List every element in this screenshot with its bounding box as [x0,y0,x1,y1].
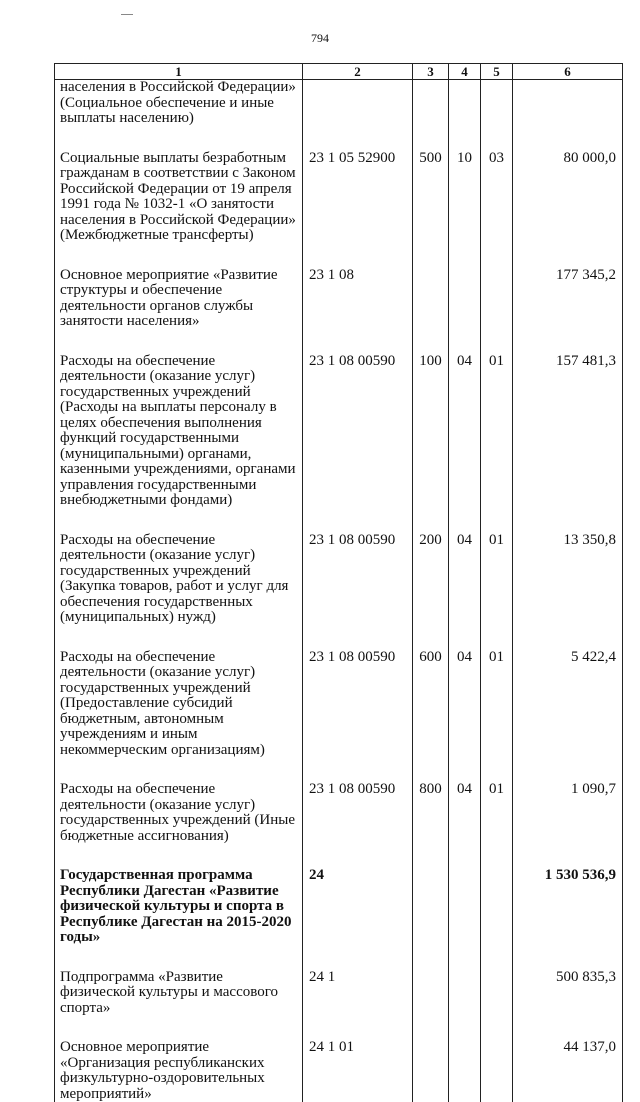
cell-amount: 44 137,0 [513,1040,623,1102]
cell-c3 [413,80,449,127]
cell-c5: 01 [481,782,513,844]
cell-amount: 5 422,4 [513,650,623,759]
spacer-cell [413,127,449,151]
table-row [55,1040,623,1102]
table-row [55,151,623,244]
cell-c5 [481,1040,513,1102]
spacer-cell [449,946,481,970]
spacer-cell [55,1016,303,1040]
cell-code: 23 1 08 00590 [303,354,413,509]
spacer-cell [513,244,623,268]
row-spacer [55,946,623,970]
header-cell: 6 [513,64,623,80]
cell-desc: Подпрограмма «Развитие физической культуры и массового спорта» [55,970,303,1017]
cell-c4: 04 [449,533,481,626]
spacer-cell [513,509,623,533]
spacer-cell [513,758,623,782]
row-spacer [55,244,623,268]
spacer-cell [513,946,623,970]
table-row [55,782,623,844]
cell-amount: 1 090,7 [513,782,623,844]
cell-amount [513,80,623,127]
header-row [55,64,623,80]
spacer-cell [413,946,449,970]
spacer-cell [449,244,481,268]
cell-amount: 157 481,3 [513,354,623,509]
cell-c4: 04 [449,782,481,844]
spacer-cell [303,127,413,151]
cell-amount: 177 345,2 [513,268,623,330]
cell-c3: 100 [413,354,449,509]
spacer-cell [413,1016,449,1040]
row-spacer [55,330,623,354]
spacer-cell [481,946,513,970]
cell-c3: 600 [413,650,449,759]
cell-desc: Государственная программа Республики Дагестан «Развитие физической культуры и спорта в Республике Дагестан на 2015-2020 годы» [55,868,303,946]
cell-c3: 800 [413,782,449,844]
cell-desc: Социальные выплаты безработным гражданам в соответствии с Законом Российской Федерации от 19 апреля 1991 года № 1032-1 «О занятости населения в Российской Федерации» (Межбюджетные трансферты) [55,151,303,244]
spacer-cell [481,844,513,868]
scan-mark [121,14,133,15]
cell-code: 23 1 08 00590 [303,533,413,626]
spacer-cell [55,844,303,868]
spacer-cell [449,844,481,868]
cell-c4 [449,1040,481,1102]
spacer-cell [481,330,513,354]
spacer-cell [413,758,449,782]
spacer-cell [55,330,303,354]
table-row [55,354,623,509]
cell-c4 [449,268,481,330]
row-spacer [55,844,623,868]
spacer-cell [449,626,481,650]
row-spacer [55,1016,623,1040]
cell-c5 [481,268,513,330]
header-cell: 3 [413,64,449,80]
cell-c4: 10 [449,151,481,244]
table-row [55,868,623,946]
spacer-cell [449,1016,481,1040]
spacer-cell [303,626,413,650]
spacer-cell [303,330,413,354]
spacer-cell [303,844,413,868]
spacer-cell [481,244,513,268]
spacer-cell [55,758,303,782]
spacer-cell [481,127,513,151]
page-number: 794 [311,31,329,45]
cell-c3 [413,868,449,946]
cell-c3: 500 [413,151,449,244]
spacer-cell [55,946,303,970]
cell-code: 24 1 01 [303,1040,413,1102]
header-cell: 2 [303,64,413,80]
cell-code [303,80,413,127]
cell-desc: населения в Российской Федерации» (Социальное обеспечение и иные выплаты населению) [55,80,303,127]
table-row [55,533,623,626]
spacer-cell [513,330,623,354]
spacer-cell [413,244,449,268]
cell-c3 [413,970,449,1017]
cell-code: 24 1 [303,970,413,1017]
spacer-cell [449,758,481,782]
spacer-cell [303,1016,413,1040]
cell-c5 [481,868,513,946]
row-spacer [55,509,623,533]
spacer-cell [481,758,513,782]
cell-c4: 04 [449,650,481,759]
spacer-cell [413,626,449,650]
cell-c4 [449,80,481,127]
cell-amount: 13 350,8 [513,533,623,626]
spacer-cell [513,1016,623,1040]
header-cell: 4 [449,64,481,80]
spacer-cell [55,127,303,151]
cell-amount: 80 000,0 [513,151,623,244]
cell-desc: Основное мероприятие «Развитие структуры и обеспечение деятельности органов службы занятости населения» [55,268,303,330]
spacer-cell [513,844,623,868]
cell-c3 [413,268,449,330]
header-cell: 1 [55,64,303,80]
cell-amount: 1 530 536,9 [513,868,623,946]
cell-c3 [413,1040,449,1102]
table-row [55,650,623,759]
table-row [55,268,623,330]
cell-c5: 01 [481,354,513,509]
spacer-cell [413,509,449,533]
spacer-cell [449,509,481,533]
row-spacer [55,758,623,782]
spacer-cell [55,509,303,533]
row-spacer [55,626,623,650]
cell-c5: 01 [481,533,513,626]
cell-c5: 03 [481,151,513,244]
spacer-cell [513,626,623,650]
spacer-cell [55,626,303,650]
table-row [55,970,623,1017]
spacer-cell [449,127,481,151]
cell-c5 [481,80,513,127]
cell-c5 [481,970,513,1017]
cell-amount: 500 835,3 [513,970,623,1017]
table-row [55,80,623,127]
spacer-cell [55,244,303,268]
cell-c5: 01 [481,650,513,759]
cell-code: 23 1 05 52900 [303,151,413,244]
spacer-cell [303,509,413,533]
cell-code: 24 [303,868,413,946]
spacer-cell [513,127,623,151]
spacer-cell [481,509,513,533]
budget-table [54,63,623,1102]
cell-desc: Расходы на обеспечение деятельности (оказание услуг) государственных учреждений (Иные бюджетные ассигнования) [55,782,303,844]
cell-code: 23 1 08 [303,268,413,330]
spacer-cell [303,946,413,970]
cell-c4 [449,868,481,946]
spacer-cell [481,626,513,650]
cell-c4: 04 [449,354,481,509]
spacer-cell [481,1016,513,1040]
cell-desc: Основное мероприятие «Организация республиканских физкультурно-оздоровительных мероприятий» [55,1040,303,1102]
cell-c3: 200 [413,533,449,626]
cell-code: 23 1 08 00590 [303,650,413,759]
cell-desc: Расходы на обеспечение деятельности (оказание услуг) государственных учреждений (Расходы на выплаты персоналу в целях обеспечения выполнения функций государственными (муниципальными) органами, казенными учреждениями, органами управления государственными внебюджетными фондами) [55,354,303,509]
row-spacer [55,127,623,151]
cell-code: 23 1 08 00590 [303,782,413,844]
cell-desc: Расходы на обеспечение деятельности (оказание услуг) государственных учреждений (Предоставление субсидий бюджетным, автономным учреждениям и иным некоммерческим организациям) [55,650,303,759]
spacer-cell [303,244,413,268]
spacer-cell [413,844,449,868]
cell-c4 [449,970,481,1017]
spacer-cell [413,330,449,354]
cell-desc: Расходы на обеспечение деятельности (оказание услуг) государственных учреждений (Закупка товаров, работ и услуг для обеспечения государственных (муниципальных) нужд) [55,533,303,626]
header-cell: 5 [481,64,513,80]
spacer-cell [303,758,413,782]
spacer-cell [449,330,481,354]
